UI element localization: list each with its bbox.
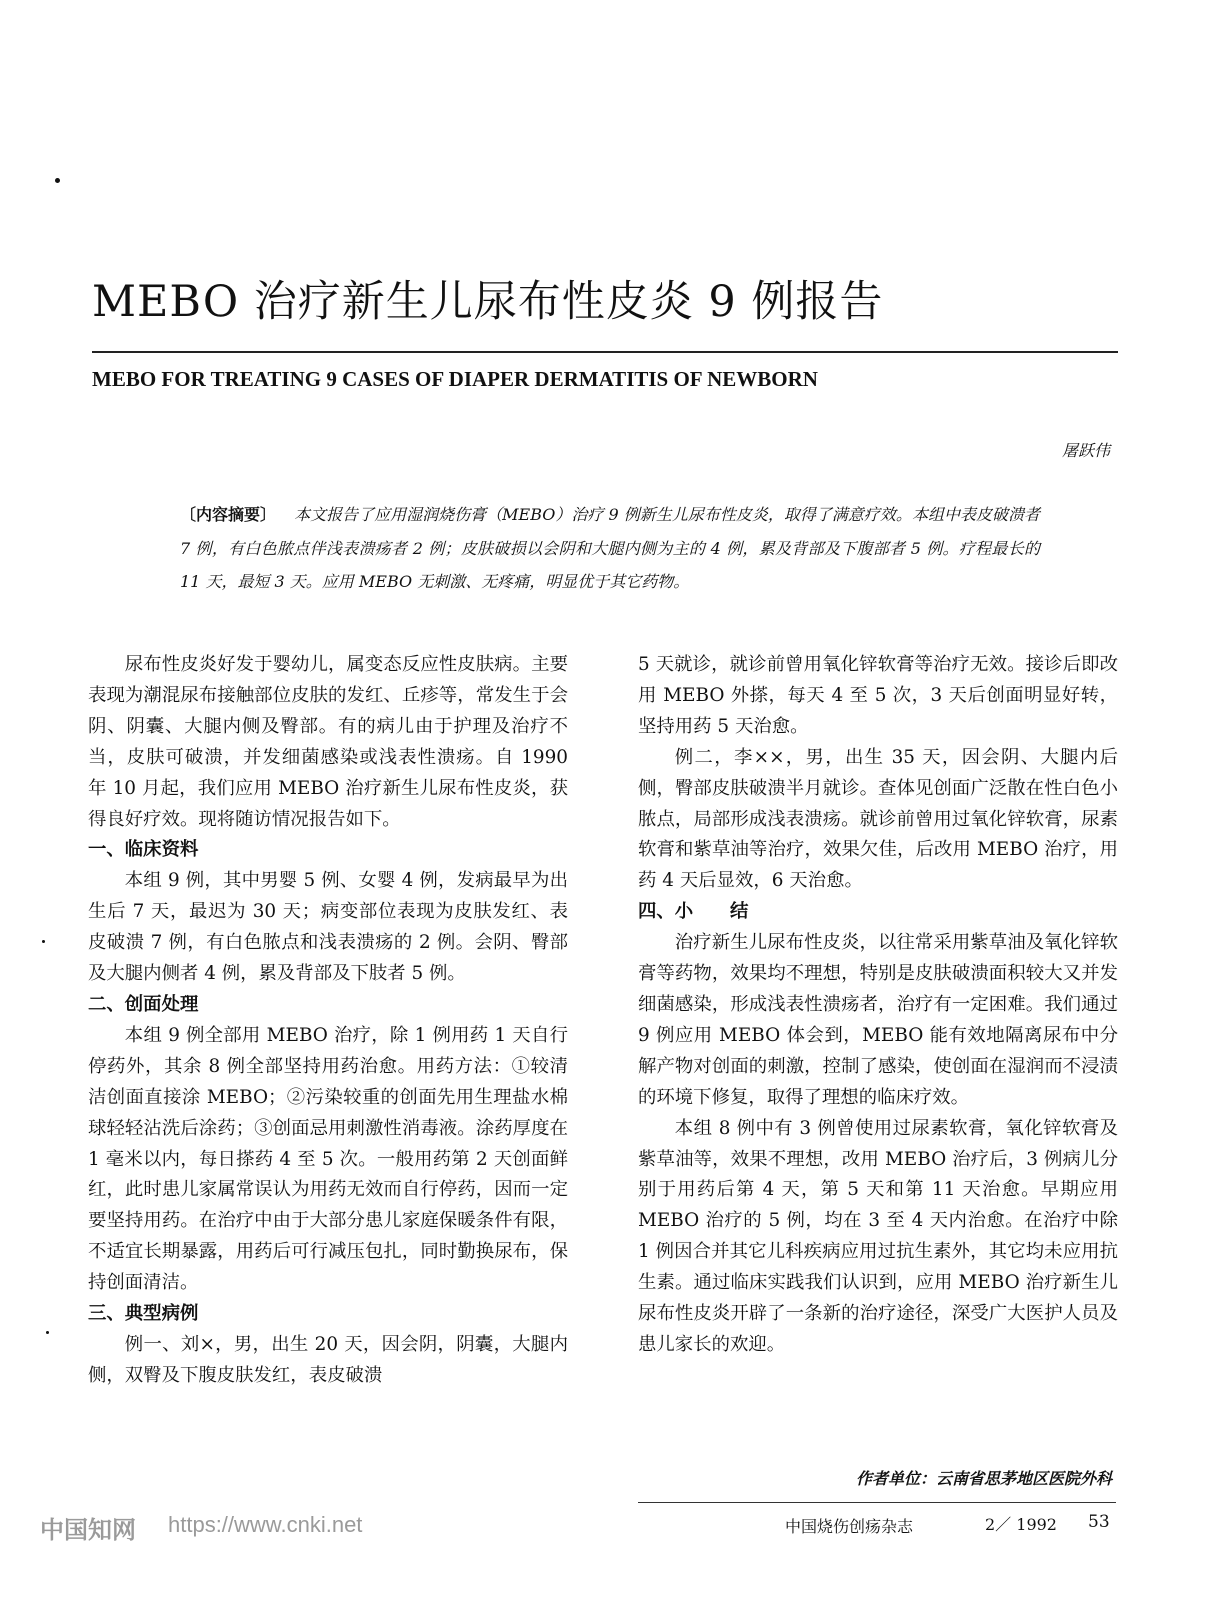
page-number: 53 bbox=[1088, 1512, 1110, 1532]
right-column bbox=[638, 650, 1118, 1361]
abstract-label: 〔内容摘要〕 bbox=[180, 505, 277, 524]
author-affiliation: 作者单位：云南省思茅地区医院外科 bbox=[855, 1469, 1112, 1488]
summary-paragraph-2: 本组 8 例中有 3 例曾使用过尿素软膏，氧化锌软膏及紫草油等，效果不理想，改用 MEBO 治疗后，3 例病儿分别于用药后第 4 天，第 5 天和第 11 天治愈。早期应用 MEBO 治疗的 5 例，均在 3 至 4 天内治愈。在治疗中除 1 例因合并其它儿科疾病应用过抗生素外，其它均未应用抗生素。通过临床实践我们认识到，应用 MEBO 治疗新生儿尿布性皮炎开辟了一条新的治疗途径，深受广大医护人员及患儿家长的欢迎。 bbox=[638, 1117, 1118, 1355]
left-column bbox=[88, 650, 568, 1392]
scan-speck bbox=[46, 1331, 49, 1334]
cnki-watermark-url: https://www.cnki.net bbox=[168, 1512, 363, 1537]
case-two-paragraph: 例二，李××，男，出生 35 天，因会阴、大腿内后侧，臀部皮肤破溃半月就诊。查体见创面广泛散在性白色小脓点，局部形成浅表溃疡。就诊前曾用过氧化锌软膏，尿素软膏和紫草油等治疗，效果欠佳，后改用 MEBO 治疗，用药 4 天后显效，6 天治愈。 bbox=[638, 746, 1118, 892]
case-one-paragraph: 例一、刘×，男，出生 20 天，因会阴，阴囊，大腿内侧，双臀及下腹皮肤发红，表皮破溃 bbox=[88, 1333, 568, 1386]
scan-speck bbox=[55, 178, 60, 183]
paper-title: MEBO 治疗新生儿尿布性皮炎 9 例报告 bbox=[92, 277, 884, 327]
case-one-continuation: 5 天就诊，就诊前曾用氧化锌软膏等治疗无效。接诊后即改用 MEBO 外搽，每天 4 至 5 次，3 天后创面明显好转，坚持用药 5 天治愈。 bbox=[638, 654, 1118, 737]
issue-number: 2／ 1992 bbox=[985, 1515, 1057, 1534]
abstract bbox=[180, 498, 1040, 599]
author-name: 屠跃伟 bbox=[1061, 441, 1110, 460]
title-rule bbox=[92, 351, 1118, 353]
abstract-text: 本文报告了应用湿润烧伤膏（MEBO）治疗 9 例新生儿尿布性皮炎，取得了满意疗效。本组中表皮破溃者 7 例，有白色脓点伴浅表溃疡者 2 例；皮肤破损以会阴和大腿内侧为主的 4 例，累及背部及下腹部者 5 例。疗程最长的 11 天，最短 3 天。应用 MEBO 无刺激、无疼痛，明显优于其它药物。 bbox=[180, 505, 1040, 591]
section-heading-summary: 四、小 结 bbox=[638, 901, 749, 923]
journal-name: 中国烧伤创疡杂志 bbox=[785, 1517, 914, 1536]
paper-subtitle: MEBO FOR TREATING 9 CASES OF DIAPER DERMATITIS OF NEWBORN bbox=[92, 367, 818, 391]
section-heading-typical-cases: 三、典型病例 bbox=[88, 1303, 199, 1325]
wound-treatment-paragraph: 本组 9 例全部用 MEBO 治疗，除 1 例用药 1 天自行停药外，其余 8 例全部坚持用药治愈。用药方法：①较清洁创面直接涂 MEBO；②污染较重的创面先用生理盐水棉球轻轻沾洗后涂药；③创面忌用刺激性消毒液。涂药厚度在 1 毫米以内，每日搽药 4 至 5 次。一般用药第 2 天创面鲜红，此时患儿家属常误认为用药无效而自行停药，因而一定要坚持用药。在治疗中由于大部分患儿家庭保暖条件有限，不适宜长期暴露，用药后可行减压包扎，同时勤换尿布，保持创面清洁。 bbox=[88, 1024, 568, 1294]
section-heading-clinical-data: 一、临床资料 bbox=[88, 839, 199, 861]
cnki-watermark-logo: 中国知网 bbox=[40, 1516, 136, 1544]
footer-rule bbox=[638, 1502, 1116, 1503]
section-heading-wound-treatment: 二、创面处理 bbox=[88, 993, 199, 1015]
clinical-data-paragraph: 本组 9 例，其中男婴 5 例、女婴 4 例，发病最早为出生后 7 天，最迟为 30 天；病变部位表现为皮肤发红、表皮破溃 7 例，有白色脓点和浅表溃疡的 2 例。会阴、臀部及大腿内侧者 4 例，累及背部及下肢者 5 例。 bbox=[88, 870, 568, 985]
summary-paragraph: 治疗新生儿尿布性皮炎，以往常采用紫草油及氧化锌软膏等药物，效果均不理想，特别是皮肤破溃面积较大又并发细菌感染，形成浅表性溃疡者，治疗有一定困难。我们通过 9 例应用 MEBO 体会到，MEBO 能有效地隔离尿布中分解产物对创面的刺激，控制了感染，使创面在湿润而不浸渍的环境下修复，取得了理想的临床疗效。 bbox=[638, 932, 1118, 1108]
scan-speck bbox=[42, 940, 45, 943]
intro-paragraph: 尿布性皮炎好发于婴幼儿，属变态反应性皮肤病。主要表现为潮混尿布接触部位皮肤的发红、丘疹等，常发生于会阴、阴囊、大腿内侧及臀部。有的病儿由于护理及治疗不当，皮肤可破溃，并发细菌感染或浅表性溃疡。自 1990 年 10 月起，我们应用 MEBO 治疗新生儿尿布性皮炎，获得良好疗效。现将随访情况报告如下。 bbox=[88, 654, 568, 830]
